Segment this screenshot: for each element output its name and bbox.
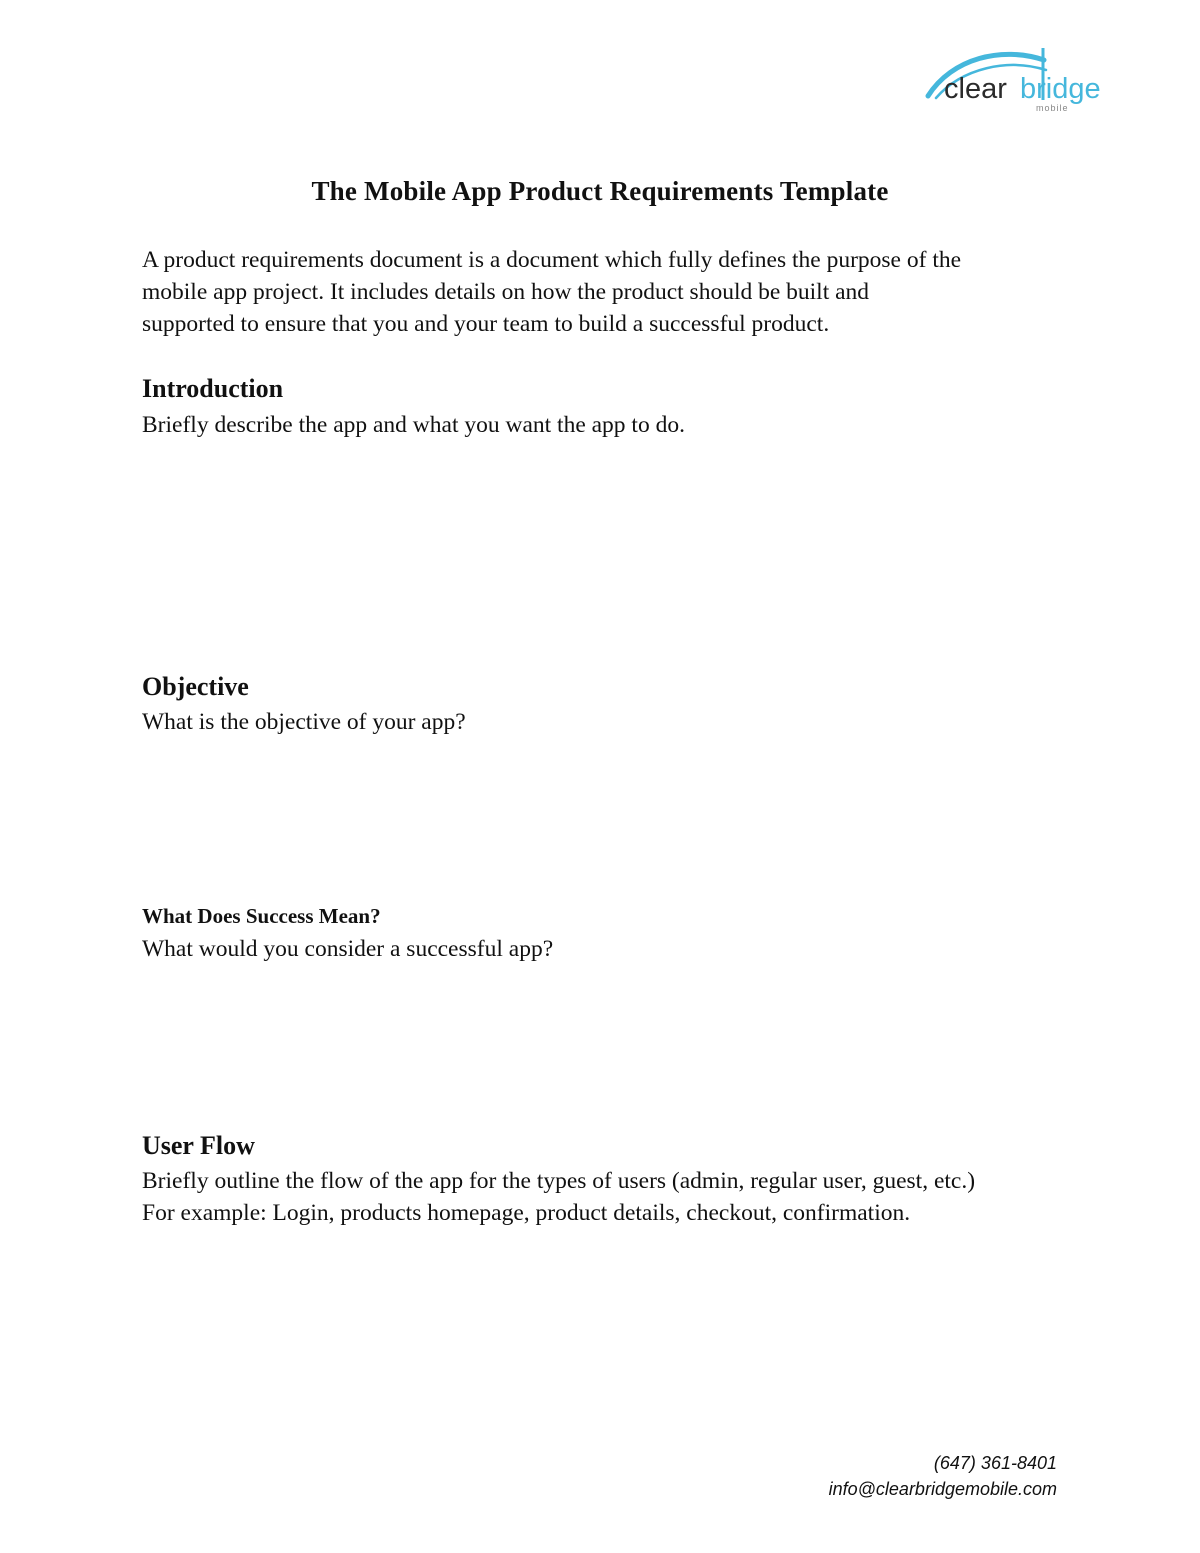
intro-line: supported to ensure that you and your team to build a successful product. [142, 311, 830, 337]
clearbridge-logo [922, 40, 1104, 114]
user-flow-line: For example: Login, products homepage, product details, checkout, confirmation. [142, 1200, 911, 1226]
user-flow-line: Briefly outline the flow of the app for the types of users (admin, regular user, guest, etc.) [142, 1168, 976, 1194]
user-flow-heading: User Flow [142, 1131, 255, 1160]
intro-line: mobile app project. It includes details on how the product should be built and [142, 279, 870, 305]
logo-text-mobile: mobile [1036, 103, 1069, 113]
introduction-heading: Introduction [142, 374, 284, 403]
footer-phone: (647) 361-8401 [933, 1453, 1057, 1473]
logo-text-clear: clear [944, 73, 1007, 105]
objective-heading: Objective [142, 672, 249, 701]
logo-text-bridge: bridge [1020, 73, 1101, 105]
footer-email[interactable]: info@clearbridgemobile.com [828, 1479, 1057, 1499]
intro-paragraph [142, 244, 1082, 340]
objective-prompt: What is the objective of your app? [142, 709, 466, 735]
page-title: The Mobile App Product Requirements Template [311, 176, 889, 206]
success-heading: What Does Success Mean? [142, 904, 381, 928]
introduction-prompt: Briefly describe the app and what you want the app to do. [142, 412, 685, 438]
success-prompt: What would you consider a successful app? [142, 936, 554, 962]
intro-line: A product requirements document is a document which fully defines the purpose of the [142, 247, 962, 273]
